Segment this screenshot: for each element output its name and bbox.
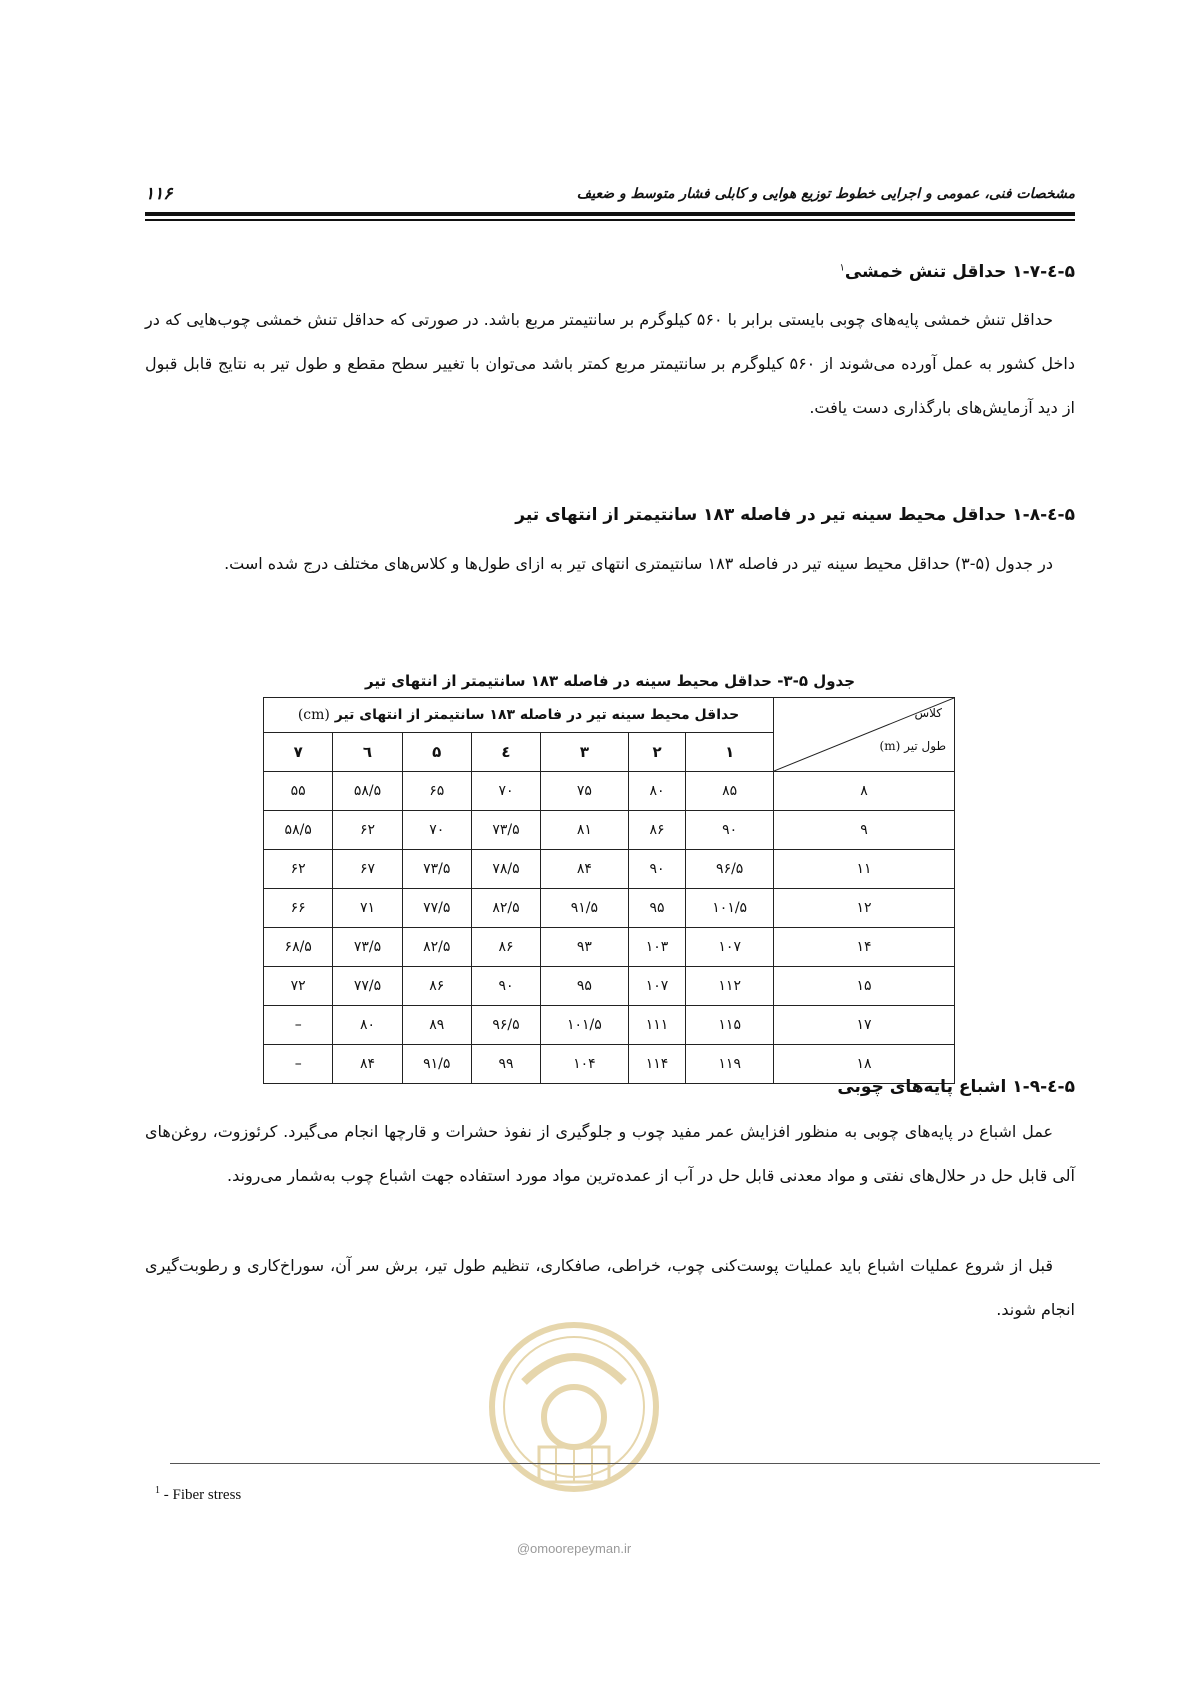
pole-length-cell: ۱۵	[774, 967, 955, 1006]
footnote-text: - Fiber stress	[163, 1487, 242, 1503]
circumference-cell: ۹۳	[541, 928, 629, 967]
table-caption: جدول ۵-۳- حداقل محیط سینه در فاصله ۱۸۳ سانتیمتر از انتهای تیر	[364, 672, 856, 690]
circumference-cell: ۸۰	[628, 772, 686, 811]
circumference-cell: ۸۱	[541, 811, 629, 850]
page-header	[145, 186, 1075, 212]
circumference-cell: ۷۲	[264, 967, 333, 1006]
section-7-paragraph-text: حداقل تنش خمشی پایه‌های چوبی بایستی برابر با ۵۶۰ کیلوگرم بر سانتیمتر مربع باشد. در صورتی که حداقل تنش خمشی چوب‌هایی که در داخل کشور به عمل آورده می‌شوند از ۵۶۰ کیلوگرم بر سانتیمتر مربع کمتر باشد می‌توان با تغییر سطح مقطع و طول تیر به نتایج قابل قبول از دید آزمایش‌های بارگذاری دست یافت.	[145, 310, 1075, 417]
section-7-heading-text: ۵-٤-۱-۷ حداقل تنش خمشی	[844, 262, 1075, 282]
circumference-cell: –	[264, 1045, 333, 1084]
header-rule-thin	[145, 219, 1075, 221]
circumference-cell: ۹۰	[628, 850, 686, 889]
data-table	[263, 697, 955, 1084]
span-header-unit: (cm)	[297, 707, 330, 723]
watermark-logo	[484, 1312, 664, 1522]
circumference-cell: ۶۵	[402, 772, 471, 811]
section-8-paragraph	[145, 542, 1075, 586]
circumference-cell: ۸۲/۵	[471, 889, 540, 928]
table-row	[264, 1006, 955, 1045]
circumference-cell: ۵۵	[264, 772, 333, 811]
circumference-cell: ۷۷/۵	[402, 889, 471, 928]
circumference-cell: ۵۸/۵	[333, 772, 402, 811]
circumference-cell: ۸۲/۵	[402, 928, 471, 967]
section-7-heading	[839, 262, 1075, 282]
circumference-cell: ۱۰۷	[686, 928, 774, 967]
table-row	[264, 889, 955, 928]
circumference-cell: ۶۷	[333, 850, 402, 889]
circumference-cell: ۱۰۱/۵	[686, 889, 774, 928]
pole-length-cell: ۸	[774, 772, 955, 811]
footnote	[155, 1485, 241, 1504]
table-row	[264, 967, 955, 1006]
circumference-cell: ۱۰۳	[628, 928, 686, 967]
section-7-paragraph	[145, 298, 1075, 430]
pole-length-cell: ۹	[774, 811, 955, 850]
table-row	[264, 928, 955, 967]
header-title: مشخصات فنی، عمومی و اجرایی خطوط توزیع هوایی و کابلی فشار متوسط و ضعیف	[576, 186, 1075, 202]
circumference-cell: ۸۵	[686, 772, 774, 811]
circumference-cell: ۵۸/۵	[264, 811, 333, 850]
circumference-cell: ۶۲	[264, 850, 333, 889]
circumference-cell: ۶۲	[333, 811, 402, 850]
circumference-cell: ۸۰	[333, 1006, 402, 1045]
circumference-cell: ۷۳/۵	[402, 850, 471, 889]
span-header-cell	[264, 698, 774, 733]
circumference-cell: ۹۵	[541, 967, 629, 1006]
circumference-cell: ۹۶/۵	[686, 850, 774, 889]
section-9-paragraph-1-text: عمل اشباع در پایه‌های چوبی به منظور افزایش عمر مفید چوب و جلوگیری از نفوذ حشرات و قارچها انجام می‌گیرد. کرئوزوت، روغن‌های آلی قابل حل در حلال‌های نفتی و مواد معدنی قابل حل در آب از عمده‌ترین مواد مورد استفاده جهت اشباع چوب به‌شمار می‌روند.	[145, 1122, 1075, 1185]
circumference-cell: ۱۱۲	[686, 967, 774, 1006]
class-header-cell: ۷	[264, 733, 333, 772]
circumference-cell: ۸۶	[628, 811, 686, 850]
class-header-cell: ۳	[541, 733, 629, 772]
circumference-cell: ۱۱۴	[628, 1045, 686, 1084]
circumference-cell: ۱۱۱	[628, 1006, 686, 1045]
circumference-cell: ۸۶	[402, 967, 471, 1006]
table-row	[264, 772, 955, 811]
circumference-cell: ۷۱	[333, 889, 402, 928]
circumference-cell: ۱۱۹	[686, 1045, 774, 1084]
section-9-paragraph-1	[145, 1110, 1075, 1198]
circumference-cell: ۸۹	[402, 1006, 471, 1045]
pole-length-cell: ۱۲	[774, 889, 955, 928]
class-header-cell: ٦	[333, 733, 402, 772]
circumference-cell: ۹۱/۵	[402, 1045, 471, 1084]
class-header-cell: ٤	[471, 733, 540, 772]
table-row	[264, 811, 955, 850]
span-header-text: حداقل محیط سینه تیر در فاصله ۱۸۳ سانتیمتر از انتهای تیر	[334, 707, 740, 723]
circumference-cell: ۹۹	[471, 1045, 540, 1084]
watermark-url: @omoorepeyman.ir	[516, 1541, 632, 1556]
circumference-cell: ۷۳/۵	[471, 811, 540, 850]
header-rule-thick	[145, 212, 1075, 216]
circumference-cell: ۹۶/۵	[471, 1006, 540, 1045]
circumference-cell: ۹۰	[686, 811, 774, 850]
page-number: ۱۱۶	[145, 184, 173, 204]
table-header-row	[264, 698, 955, 733]
circumference-cell: ۱۰۴	[541, 1045, 629, 1084]
table-row	[264, 850, 955, 889]
pole-length-cell: ۱۱	[774, 850, 955, 889]
corner-class-label: کلاس	[914, 706, 942, 720]
circumference-cell: ۷۸/۵	[471, 850, 540, 889]
circumference-cell: ۸۴	[333, 1045, 402, 1084]
section-9-heading: ۵-٤-۱-۹ اشباع پایه‌های چوبی	[837, 1077, 1075, 1097]
corner-length-text: طول تیر	[904, 739, 946, 753]
circumference-cell: ۷۷/۵	[333, 967, 402, 1006]
pole-length-cell: ۱۷	[774, 1006, 955, 1045]
class-header-cell: ۵	[402, 733, 471, 772]
circumference-cell: ۸۴	[541, 850, 629, 889]
pole-length-cell: ۱۴	[774, 928, 955, 967]
table-corner-cell	[774, 698, 955, 772]
class-header-cell: ۲	[628, 733, 686, 772]
footnote-mark: ۱	[839, 262, 845, 274]
section-8-paragraph-text: در جدول (۵-۳) حداقل محیط سینه تیر در فاصله ۱۸۳ سانتیمتری انتهای تیر به ازای طول‌ها و کلاس‌های مختلف درج شده است.	[224, 554, 1053, 573]
pole-length-cell: ۱۸	[774, 1045, 955, 1084]
section-9-paragraph-2-text: قبل از شروع عملیات اشباع باید عملیات پوست‌کنی چوب، خراطی، صافکاری، تنظیم طول تیر، برش سر آن، سوراخ‌کاری و رطوبت‌گیری انجام شوند.	[145, 1256, 1075, 1319]
circumference-cell: ۷۰	[402, 811, 471, 850]
circumference-cell: ۹۵	[628, 889, 686, 928]
circumference-cell: ۱۰۷	[628, 967, 686, 1006]
footnote-number: 1	[155, 1485, 160, 1496]
corner-length-unit: (m)	[879, 739, 901, 753]
circumference-cell: ۱۱۵	[686, 1006, 774, 1045]
circumference-cell: ۱۰۱/۵	[541, 1006, 629, 1045]
circumference-cell: ۹۰	[471, 967, 540, 1006]
class-header-cell: ۱	[686, 733, 774, 772]
circumference-cell: –	[264, 1006, 333, 1045]
section-8-heading: ۵-٤-۱-۸ حداقل محیط سینه تیر در فاصله ۱۸۳ سانتیمتر از انتهای تیر	[515, 505, 1075, 525]
circumference-cell: ۸۶	[471, 928, 540, 967]
circumference-cell: ۷۳/۵	[333, 928, 402, 967]
corner-length-label	[880, 739, 946, 753]
circumference-cell: ۹۱/۵	[541, 889, 629, 928]
footnote-rule	[170, 1463, 1100, 1464]
circumference-cell: ۶۶	[264, 889, 333, 928]
circumference-cell: ۷۵	[541, 772, 629, 811]
circumference-cell: ۷۰	[471, 772, 540, 811]
circumference-cell: ۶۸/۵	[264, 928, 333, 967]
